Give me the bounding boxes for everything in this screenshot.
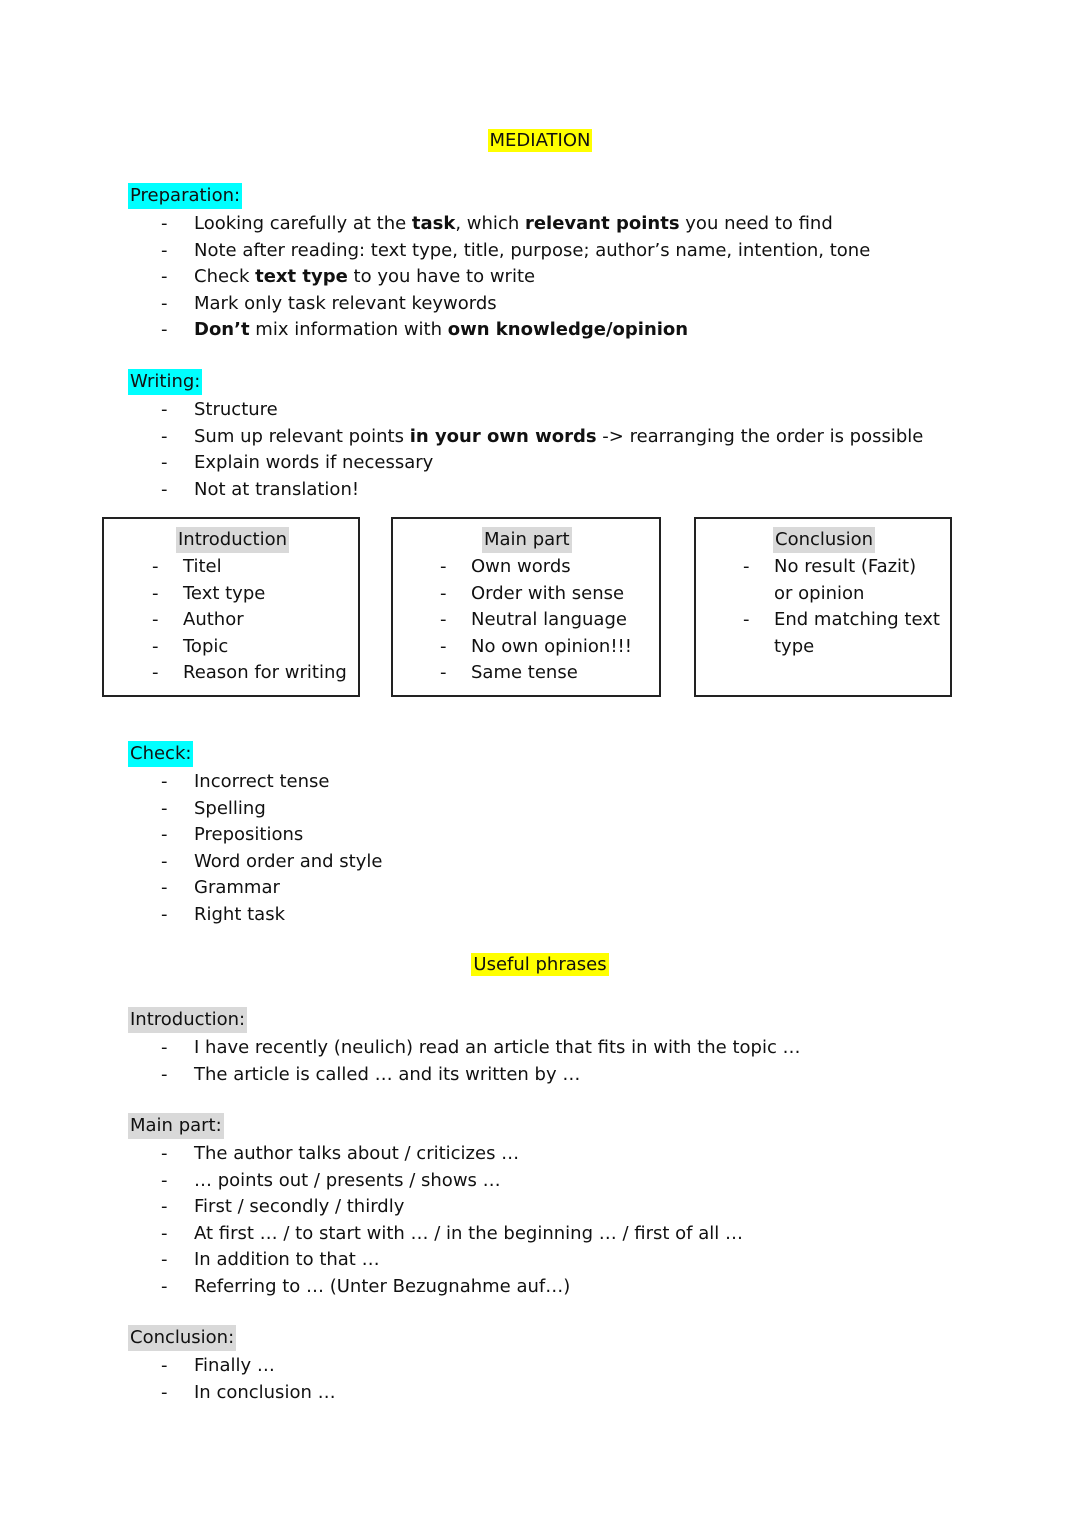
- text: First / secondly / thirdly: [194, 1196, 405, 1217]
- introduction-box: [102, 517, 360, 697]
- list-item: [128, 397, 923, 424]
- text: The article is called … and its written by …: [194, 1063, 581, 1085]
- bold-text: in your own words: [409, 425, 597, 447]
- box-list-item: - Author: [183, 607, 347, 634]
- box-list-item: - End matching text type: [774, 607, 940, 660]
- box-list-item: - No own opinion!!!: [471, 634, 632, 661]
- text: to you have to write: [347, 266, 536, 287]
- phrases-introduction-section: [128, 1007, 801, 1088]
- box-list-item: - Order with sense: [471, 581, 632, 608]
- box-heading: Main part: [482, 527, 572, 553]
- list-item: [128, 477, 923, 504]
- section-heading: Conclusion:: [128, 1325, 236, 1351]
- list-item: [128, 1035, 801, 1062]
- list-item: [128, 264, 870, 291]
- box-list-item: - Topic: [183, 634, 347, 661]
- text: Sum up relevant points: [194, 425, 410, 447]
- section-heading: Check:: [128, 741, 193, 767]
- box-list-item: - Neutral language: [471, 607, 632, 634]
- bullet-list: [128, 211, 870, 344]
- text: Referring to … (Unter Bezugnahme auf…): [194, 1275, 571, 1297]
- list-item: [128, 822, 382, 849]
- bullet-list: [128, 1353, 336, 1406]
- list-item: [128, 1062, 801, 1089]
- phrases-main-section: [128, 1113, 743, 1300]
- box-list-item: - Text type: [183, 581, 347, 608]
- text: you need to find: [679, 213, 833, 234]
- text: Incorrect tense: [194, 771, 330, 792]
- phrases-conclusion-section: [128, 1325, 336, 1406]
- bullet-list: [128, 397, 923, 503]
- conclusion-box: [694, 517, 952, 697]
- text: Spelling: [194, 797, 266, 819]
- list-item: [128, 1194, 743, 1221]
- box-heading: Introduction: [176, 527, 289, 553]
- bold-text: relevant points: [524, 213, 680, 234]
- box-heading: Conclusion: [773, 527, 875, 553]
- list-item: [128, 902, 382, 929]
- text: I have recently (neulich) read an article that fits in with the topic …: [194, 1037, 801, 1058]
- list-item: [128, 1221, 743, 1248]
- list-item: [128, 1380, 336, 1407]
- text: … points out / presents / shows …: [194, 1169, 501, 1191]
- box-list: [471, 554, 632, 687]
- list-item: [128, 1168, 743, 1195]
- section-heading: Writing:: [128, 369, 202, 395]
- box-list-item: - Same tense: [471, 660, 632, 687]
- page-title-wrap: [0, 130, 1080, 151]
- list-item: [128, 1274, 743, 1301]
- text: At first … / to start with … / in the beginning … / first of all …: [194, 1222, 743, 1244]
- list-item: [128, 450, 923, 477]
- list-item: [128, 424, 923, 451]
- list-item: [128, 1353, 336, 1380]
- text: Structure: [194, 399, 278, 420]
- box-list: [774, 554, 940, 660]
- text: Prepositions: [194, 824, 304, 845]
- section-heading: Preparation:: [128, 183, 242, 209]
- list-item: [128, 238, 870, 265]
- box-list-item: - No result (Fazit) or opinion: [774, 554, 940, 607]
- list-item: [128, 769, 382, 796]
- text: Looking carefully at the: [194, 213, 412, 234]
- text: mix information with: [249, 319, 448, 340]
- text: , which: [455, 213, 525, 234]
- bullet-list: [128, 769, 382, 928]
- text: Note after reading: text type, title, purpose; author’s name, intention, tone: [194, 239, 871, 261]
- section-heading: Main part:: [128, 1113, 224, 1139]
- text: Grammar: [194, 877, 280, 898]
- list-item: [128, 211, 870, 238]
- phrases-title-wrap: [0, 954, 1080, 975]
- writing-section: [128, 369, 923, 503]
- list-item: [128, 849, 382, 876]
- section-heading: Introduction:: [128, 1007, 247, 1033]
- main-part-box: [391, 517, 661, 697]
- text: Mark only task relevant keywords: [194, 292, 497, 314]
- text: In conclusion …: [194, 1381, 336, 1403]
- bold-text: Don’t: [194, 319, 250, 340]
- text: Check: [194, 266, 256, 287]
- text: Explain words if necessary: [194, 452, 434, 473]
- list-item: [128, 796, 382, 823]
- check-section: [128, 741, 382, 928]
- text: In addition to that …: [194, 1249, 380, 1270]
- text: The author talks about / criticizes …: [194, 1143, 520, 1164]
- text: Not at translation!: [194, 478, 360, 500]
- bold-text: text type: [255, 266, 348, 287]
- box-list-item: - Titel: [183, 554, 347, 581]
- bullet-list: [128, 1035, 801, 1088]
- box-list: [183, 554, 347, 687]
- box-list-item: - Own words: [471, 554, 632, 581]
- list-item: [128, 1141, 743, 1168]
- list-item: [128, 875, 382, 902]
- list-item: [128, 1247, 743, 1274]
- text: -> rearranging the order is possible: [596, 425, 924, 447]
- text: Word order and style: [194, 850, 383, 872]
- page-title: MEDIATION: [489, 130, 591, 151]
- preparation-section: [128, 183, 870, 344]
- bullet-list: [128, 1141, 743, 1300]
- list-item: [128, 291, 870, 318]
- list-item: [128, 317, 870, 344]
- bold-text: own knowledge/opinion: [447, 319, 689, 340]
- text: Finally …: [194, 1355, 275, 1376]
- phrases-title: Useful phrases: [473, 954, 607, 975]
- box-list-item: - Reason for writing: [183, 660, 347, 687]
- bold-text: task: [411, 213, 456, 234]
- text: Right task: [194, 903, 286, 925]
